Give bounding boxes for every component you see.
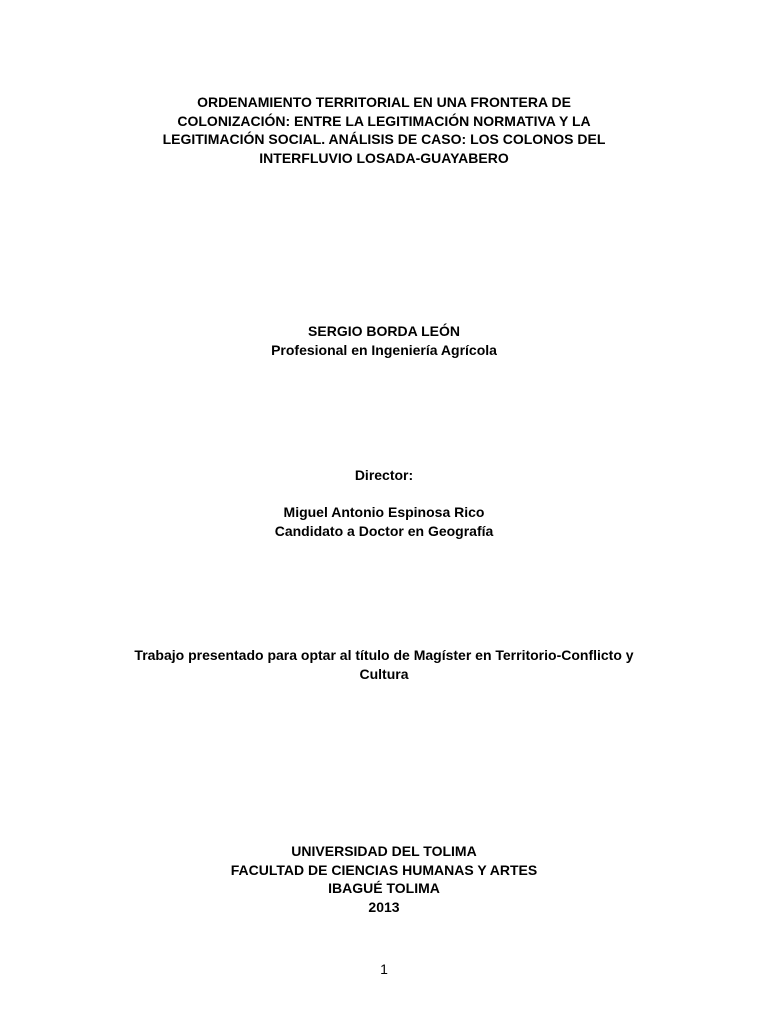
university-name: UNIVERSIDAD DEL TOLIMA bbox=[291, 843, 477, 859]
title-line-3: LEGITIMACIÓN SOCIAL. ANÁLISIS DE CASO: LOS COLONOS DEL bbox=[162, 131, 606, 147]
thesis-title bbox=[0, 93, 768, 167]
director-block bbox=[0, 503, 768, 540]
director-credential: Candidato a Doctor en Geografía bbox=[274, 522, 494, 539]
author-block bbox=[0, 322, 768, 359]
director-label bbox=[0, 466, 768, 485]
page-number: 1 bbox=[380, 961, 388, 977]
title-line-1: ORDENAMIENTO TERRITORIAL EN UNA FRONTERA DE bbox=[197, 94, 571, 110]
year: 2013 bbox=[368, 898, 400, 915]
author-name: SERGIO BORDA LEÓN bbox=[308, 323, 460, 339]
institution-block bbox=[0, 842, 768, 916]
degree-line-2: Cultura bbox=[359, 665, 409, 682]
title-line-2: COLONIZACIÓN: ENTRE LA LEGITIMACIÓN NORMATIVA Y LA bbox=[177, 112, 591, 129]
director-name: Miguel Antonio Espinosa Rico bbox=[283, 504, 485, 520]
degree-line-1: Trabajo presentado para optar al título de Magíster en Territorio-Conflicto y bbox=[134, 647, 634, 663]
title-line-4: INTERFLUVIO LOSADA-GUAYABERO bbox=[259, 149, 509, 166]
city-name: IBAGUÉ TOLIMA bbox=[328, 880, 440, 896]
degree-statement bbox=[0, 646, 768, 683]
faculty-name: FACULTAD DE CIENCIAS HUMANAS Y ARTES bbox=[230, 861, 538, 878]
author-profession: Profesional en Ingeniería Agrícola bbox=[271, 341, 497, 358]
director-label-text: Director: bbox=[354, 467, 414, 483]
